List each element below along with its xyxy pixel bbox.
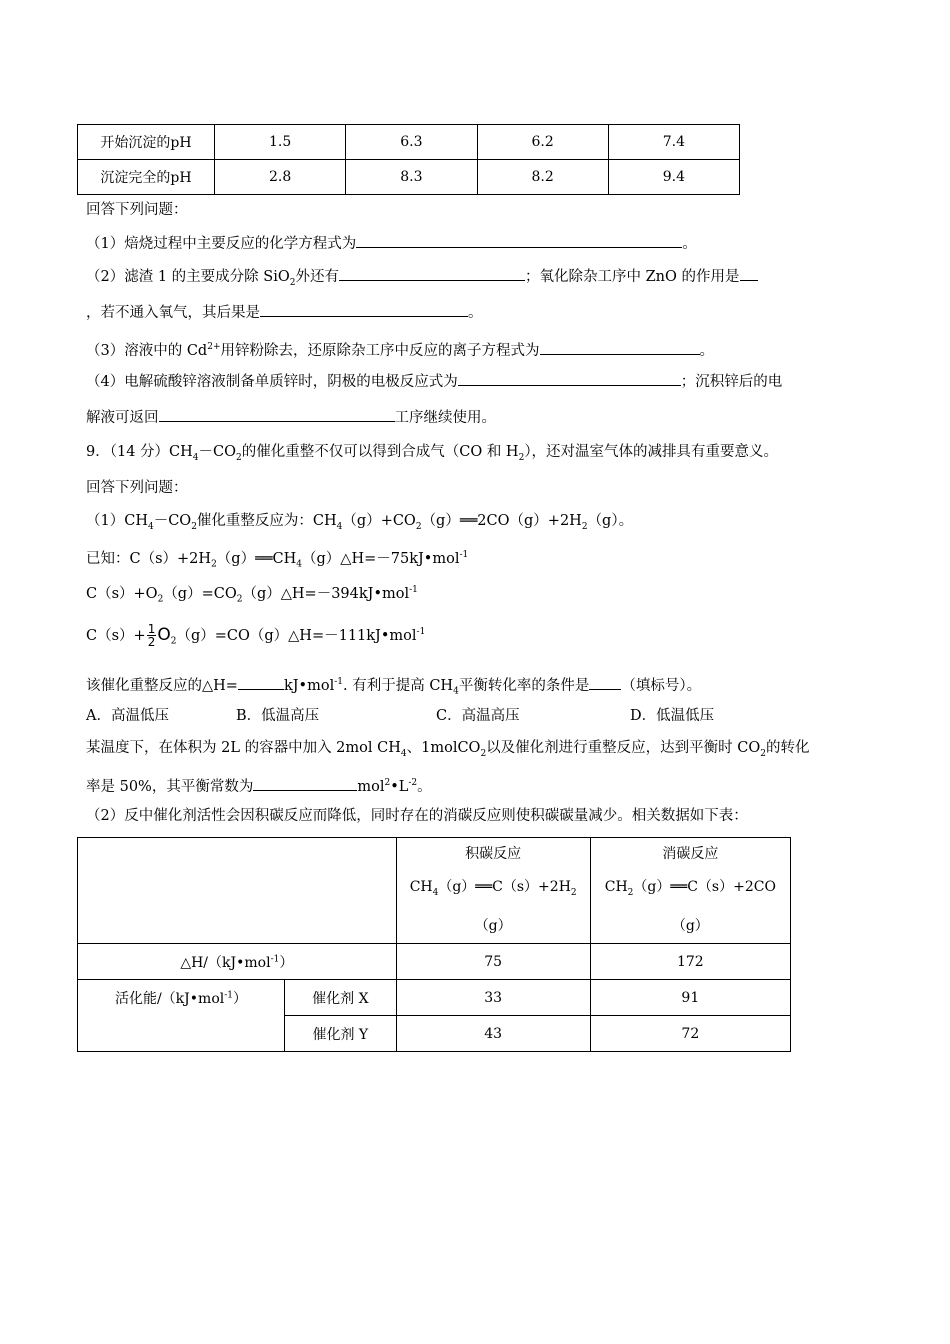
table-cell [78, 980, 285, 1052]
equation-cont: （g） [671, 917, 709, 934]
text: ，若不通入氧气，其后果是 [86, 305, 260, 321]
table-cell [590, 838, 790, 944]
equation [397, 871, 590, 910]
table-cell: 8.2 [477, 160, 608, 195]
q9-intro: 回答下列问题： [86, 480, 188, 496]
table-cell: 催化剂 Y [285, 1016, 397, 1052]
text: 。 [699, 342, 714, 359]
superscript: -1 [459, 550, 469, 560]
text: ；沉积锌后的电 [680, 374, 783, 390]
subscript: 4 [453, 686, 459, 697]
subscript: 2 [415, 521, 422, 532]
table-cell: 8.3 [346, 160, 477, 195]
answer-blank[interactable] [260, 302, 468, 317]
q8-part4 [86, 371, 782, 392]
text: （g）=CO [163, 585, 237, 602]
superscript: -1 [224, 990, 234, 1001]
text: 9．（14 分）CH [86, 444, 193, 460]
text: 已知：C（s）+2H [86, 550, 212, 567]
text: 工序继续使用。 [394, 410, 496, 426]
text: •L [390, 778, 409, 795]
q9-title [86, 442, 778, 468]
subscript: 2 [191, 521, 197, 532]
table-cell: 33 [396, 980, 590, 1016]
subscript: 2 [236, 452, 242, 463]
known-eq-1 [86, 545, 468, 575]
option-c[interactable]: C．高温高压 [436, 708, 520, 724]
text: 某温度下，在体积为 2L 的容器中加入 2mol CH [86, 740, 401, 756]
subscript: 2 [581, 521, 588, 532]
table-row [78, 944, 791, 980]
text: （g）+CO [342, 513, 416, 529]
answer-blank[interactable] [458, 371, 681, 386]
superscript: -2 [408, 778, 418, 788]
text: 率是 50%，其平衡常数为 [86, 778, 254, 795]
known-eq-3 [86, 618, 425, 656]
text: 。 [468, 305, 483, 321]
table-cell [396, 838, 590, 944]
subscript: 2 [236, 594, 243, 605]
table-cell: 1.5 [215, 125, 346, 160]
option-d[interactable]: D．低温低压 [630, 708, 715, 724]
q8-part2-cont [86, 302, 483, 323]
ph-table [77, 124, 740, 195]
text: 活化能/（kJ•mol [114, 991, 225, 1007]
equation-cont: （g） [474, 917, 512, 934]
header-text: 积碳反应 [465, 846, 522, 863]
text: －CO [198, 444, 236, 460]
equation [591, 871, 790, 910]
subscript: 2 [760, 748, 766, 759]
superscript: -1 [416, 627, 426, 637]
subscript: 4 [400, 748, 407, 759]
text: （g）=CO（g）△H=－111kJ•mol [176, 627, 417, 644]
fraction [147, 623, 157, 648]
text: 用锌粉除去，还原除杂工序中反应的离子方程式为 [220, 342, 540, 359]
superscript: 2 [384, 778, 391, 788]
superscript: 2+ [207, 342, 221, 352]
header-text: 消碳反应 [662, 846, 719, 863]
option-b[interactable]: B．低温高压 [236, 708, 320, 724]
text: △H/（kJ•mol [180, 954, 271, 971]
q8-intro: 回答下列问题： [86, 202, 188, 218]
text: （填标号）。 [621, 677, 702, 694]
text: 解液可返回 [86, 410, 159, 426]
q8-part3 [86, 337, 714, 361]
text: 。 [417, 778, 432, 795]
text: ） [233, 991, 248, 1007]
answer-blank[interactable] [159, 407, 395, 422]
text: CH [604, 879, 628, 896]
table-row [78, 160, 740, 195]
subscript: 2 [170, 636, 177, 647]
text: （2）滤渣 1 的主要成分除 SiO [86, 269, 290, 285]
subscript: 2 [570, 887, 577, 898]
text: （g）══C（s）+2H [438, 879, 571, 896]
answer-blank[interactable] [238, 675, 284, 690]
text: 平衡转化率的条件是 [458, 677, 590, 694]
text: O [157, 624, 171, 645]
table-cell: 91 [590, 980, 790, 1016]
subscript: 2 [157, 594, 164, 605]
subscript: 2 [480, 748, 487, 759]
subscript: 2 [211, 559, 217, 570]
table-row [78, 125, 740, 160]
text: kJ•mol [283, 677, 335, 694]
table-cell: 6.3 [346, 125, 477, 160]
option-a[interactable]: A．高温低压 [86, 708, 169, 724]
table-cell: 6.2 [477, 125, 608, 160]
subscript: 4 [147, 521, 154, 532]
equilibrium-question [86, 738, 810, 764]
text: . 有利于提高 CH [343, 677, 454, 694]
table-cell: 催化剂 X [285, 980, 397, 1016]
answer-blank[interactable] [740, 266, 758, 281]
text: 以及催化剂进行重整反应，达到平衡时 CO [486, 740, 761, 756]
subscript: 4 [432, 887, 439, 898]
answer-blank[interactable] [339, 266, 525, 281]
answer-blank[interactable] [253, 776, 357, 791]
text: ） [279, 954, 294, 971]
table-cell: 172 [590, 944, 790, 980]
text: （g）△H=－75kJ•mol [302, 550, 460, 567]
subscript: 2 [627, 887, 634, 898]
text: （1）CH [86, 513, 148, 529]
subscript: 4 [336, 521, 343, 532]
text: 外还有 [295, 269, 339, 285]
superscript: -1 [334, 677, 344, 687]
text: ），还对温室气体的减排具有重要意义。 [524, 444, 779, 460]
text: （g）△H=－394kJ•mol [242, 585, 410, 602]
text: ；氧化除杂工序中 ZnO 的作用是 [524, 269, 740, 285]
text: C（s）+ [86, 627, 146, 644]
reaction-data-table [77, 837, 791, 1052]
known-eq-2 [86, 580, 418, 610]
answer-blank[interactable] [540, 340, 700, 355]
fraction-denominator: 2 [147, 635, 156, 650]
q9-reaction [86, 511, 633, 537]
text: CH [409, 879, 433, 896]
subscript: 2 [518, 452, 525, 463]
fraction-numerator: 1 [147, 622, 156, 637]
subscript: 4 [296, 559, 303, 570]
superscript: -1 [270, 953, 280, 964]
subscript: 2 [289, 277, 296, 288]
table-cell: 2.8 [215, 160, 346, 195]
answer-blank[interactable] [589, 675, 621, 690]
superscript: -1 [409, 585, 418, 595]
text: （4）电解硫酸锌溶液制备单质锌时，阴极的电极反应式为 [86, 374, 458, 390]
text: 。 [682, 236, 697, 252]
table-cell: 开始沉淀的pH [78, 125, 215, 160]
text: （g）══2CO（g）+2H [421, 513, 582, 529]
text: 催化重整反应为：CH [196, 513, 337, 529]
table-cell-empty [78, 838, 397, 944]
text: C（s）+O [86, 585, 158, 602]
table-cell [78, 944, 397, 980]
text: （3）溶液中的 Cd [86, 342, 208, 359]
table-cell: 7.4 [608, 125, 739, 160]
table-cell: 沉淀完全的pH [78, 160, 215, 195]
q8-part1 [86, 233, 697, 254]
subscript: 4 [192, 452, 199, 463]
q8-part4-cont [86, 407, 496, 428]
dh-question [86, 672, 701, 702]
table-row [78, 980, 791, 1016]
answer-blank[interactable] [356, 233, 682, 248]
text: 该催化重整反应的△H= [86, 677, 238, 694]
text: 、1molCO [406, 740, 481, 756]
table-cell: 75 [396, 944, 590, 980]
table-row [78, 838, 791, 944]
equilibrium-question-cont [86, 773, 432, 797]
text: （g）══C（s）+2CO [633, 879, 776, 896]
q9-part2: （2）反中催化剂活性会因积碳反应而降低，同时存在的消碳反应则使积碳碳量减少。相关数据如下表： [86, 808, 748, 824]
table-cell: 9.4 [608, 160, 739, 195]
table-cell: 43 [396, 1016, 590, 1052]
text: （g）══CH [216, 550, 297, 567]
text: －CO [153, 513, 192, 529]
table-cell: 72 [590, 1016, 790, 1052]
text: 的转化 [766, 740, 810, 756]
text: （1）焙烧过程中主要反应的化学方程式为 [86, 236, 357, 252]
text: （g）。 [587, 513, 634, 529]
text: 的催化重整不仅可以得到合成气（CO 和 H [241, 444, 519, 460]
text: mol [357, 778, 385, 795]
q8-part2 [86, 266, 758, 293]
